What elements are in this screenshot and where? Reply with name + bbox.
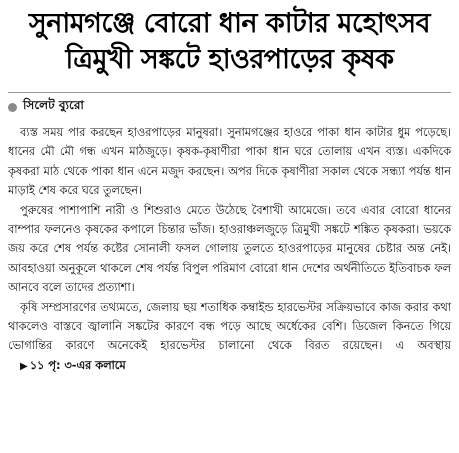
triangle-right-icon: ▶ bbox=[20, 360, 28, 372]
continuation-note bbox=[8, 359, 126, 372]
paragraph-3-text: কৃষি সম্প্রসারণের তথ্যমতে, জেলায় ছয় শতাধিক কম্বাইন্ড হারভেস্টর সক্রিয়ভাবে কাজ করার কথা থাকলেও বাস্তবে জ্বালানি সঙ্কটের কারণে বন্ধ পড়ে আছে অর্ধেকের বেশি। ডিজেল কিনতে গিয়ে ভোগান্তির কারণে অনেকেই হারভেস্টর চালানো থেকে বিরত রয়েছেন। এ অবস্থায় bbox=[8, 300, 451, 353]
paragraph-1: ব্যস্ত সময় পার করছেন হাওরপাড়ের মানুষরা। সুনামগঞ্জের হাওরে পাকা ধান কাটার ধুম পড়েছে। ধানের মৌ মৌ গন্ধ এখন মাঠজুড়ে। কৃষক-কৃষাণীরা পাকা ধান ঘরে তোলায় এখন ব্যস্ত। একদিকে কৃষকরা মাঠ থেকে পাকা ধান এনে মজুদ করছেন। অপর দিকে কৃষাণীরা সকাল থেকে সন্ধ্যা পর্যন্ত ধান মাড়াই শেষ করে ঘরে তুলছেন। bbox=[8, 126, 451, 198]
paragraph-2: পুরুষের পাশাপাশি নারী ও শিশুরাও মেতে উঠেছে বৈশাখী আমেজে। তবে এবার বোরো ধানের বাম্পার ফলনেও কৃষকের কপালে চিন্তার ভাঁজ। হাওরাঞ্চলজুড়ে ত্রিমুখী সঙ্কটে শঙ্কিত কৃষকরা। ভয়কে জয় করে শেষ পর্যন্ত কষ্টের সোনালী ফসল গোলায় তুলতে হাওরপাড়ের মানুষের চেষ্টার অন্ত নেই। আবহাওয়া অনুকূলে থাকলে শেষ পর্যন্ত বিপুল পরিমাণ বোরো ধান দেশের অর্থনীতিতে ইতিবাচক ফল আনবে বলে তাদের প্রত্যাশা। bbox=[8, 203, 451, 295]
bullet-circle-icon bbox=[8, 103, 17, 112]
headline bbox=[8, 6, 451, 78]
headline-line-2: ত্রিমুখী সঙ্কটে হাওরপাড়ের কৃষক bbox=[65, 44, 394, 75]
headline-line-1: সুনামগঞ্জে বোরো ধান কাটার মহোৎসব bbox=[28, 8, 431, 39]
paragraph-3 bbox=[8, 298, 451, 377]
article-body bbox=[8, 123, 451, 376]
divider bbox=[8, 92, 451, 93]
byline bbox=[8, 97, 451, 117]
byline-text: সিলেট ব্যুরো bbox=[23, 98, 84, 112]
continuation-text: ১১ পৃ: ৩-এর কলামে bbox=[29, 358, 126, 372]
